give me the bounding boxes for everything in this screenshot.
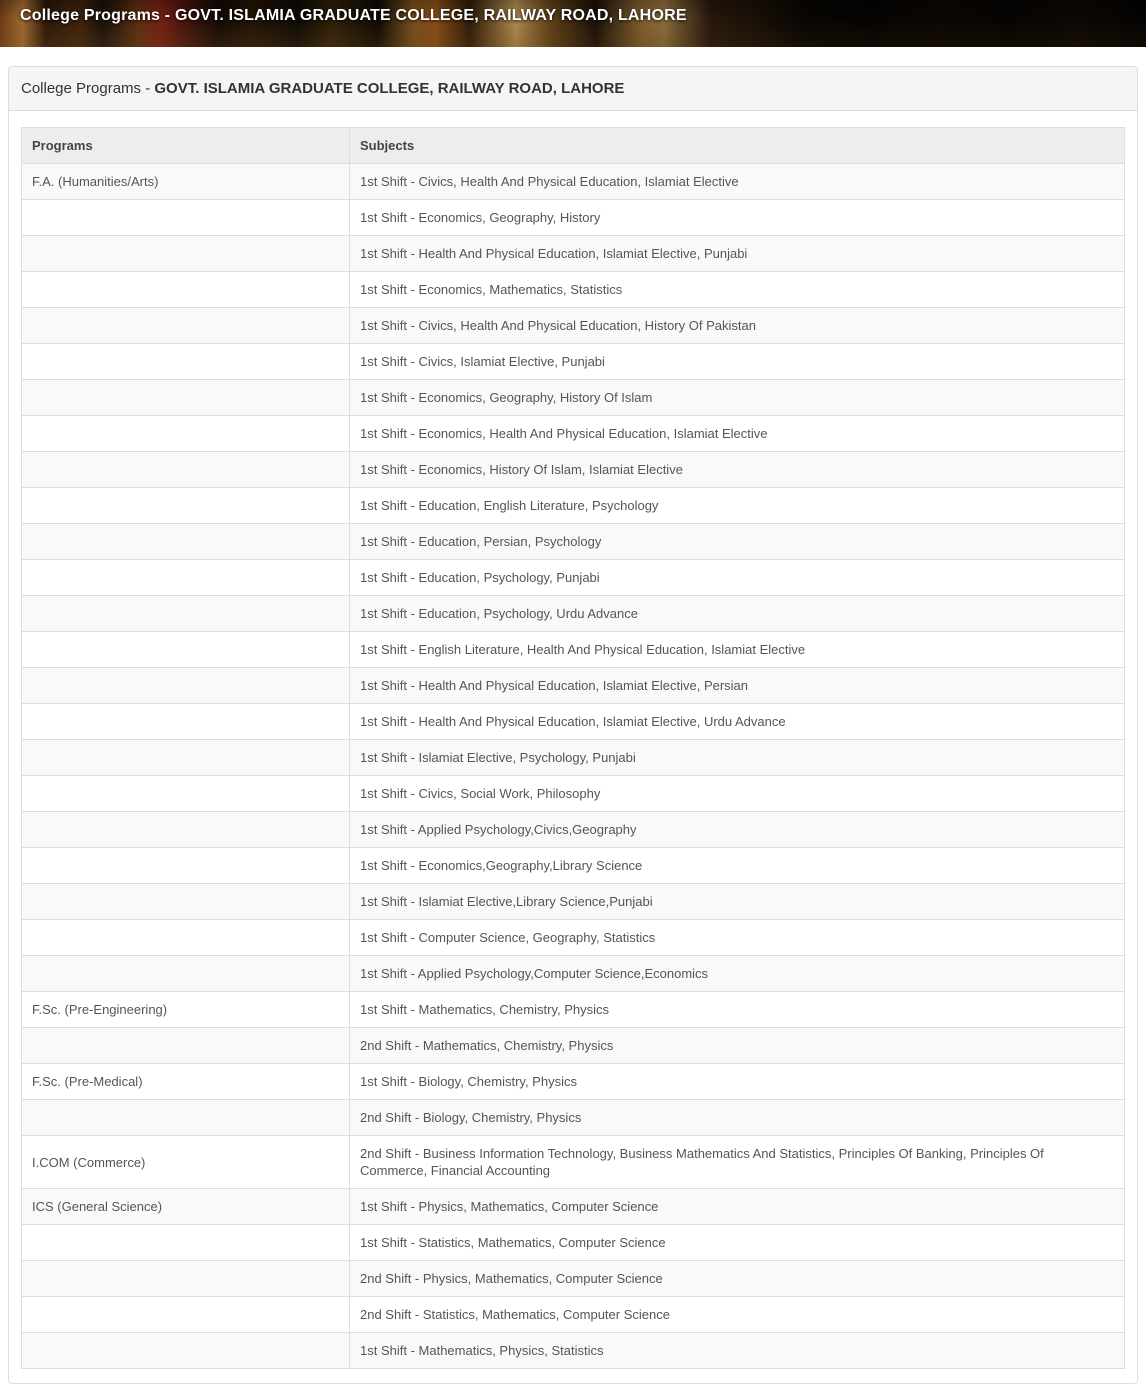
table-row: [22, 380, 1125, 416]
panel-body: [9, 111, 1137, 1383]
subject-cell: 2nd Shift - Biology, Chemistry, Physics: [350, 1100, 1125, 1136]
table-row: [22, 524, 1125, 560]
subject-cell: 1st Shift - Health And Physical Education, Islamiat Elective, Punjabi: [350, 236, 1125, 272]
subject-cell: 1st Shift - Civics, Islamiat Elective, Punjabi: [350, 344, 1125, 380]
program-cell: [22, 1297, 350, 1333]
subject-cell: 1st Shift - Education, Psychology, Urdu Advance: [350, 596, 1125, 632]
table-row: [22, 740, 1125, 776]
subject-cell: 2nd Shift - Business Information Technology, Business Mathematics And Statistics, Principles Of Banking, Principles Of Commerce, Financial Accounting: [350, 1136, 1125, 1189]
page-header-banner: [0, 0, 1146, 47]
program-cell: [22, 704, 350, 740]
program-cell: [22, 668, 350, 704]
table-row: [22, 956, 1125, 992]
subject-cell: 1st Shift - English Literature, Health And Physical Education, Islamiat Elective: [350, 632, 1125, 668]
page-header-title-prefix: College Programs -: [20, 7, 175, 24]
table-row: [22, 1333, 1125, 1369]
program-cell: F.Sc. (Pre-Medical): [22, 1064, 350, 1100]
subject-cell: 2nd Shift - Physics, Mathematics, Computer Science: [350, 1261, 1125, 1297]
table-row: [22, 1136, 1125, 1189]
table-row: [22, 344, 1125, 380]
column-header-programs: Programs: [22, 128, 350, 164]
table-header-row: [22, 128, 1125, 164]
table-row: [22, 200, 1125, 236]
subject-cell: 1st Shift - Mathematics, Chemistry, Physics: [350, 992, 1125, 1028]
subject-cell: 1st Shift - Education, Psychology, Punjabi: [350, 560, 1125, 596]
table-row: [22, 1064, 1125, 1100]
program-cell: [22, 956, 350, 992]
table-row: [22, 308, 1125, 344]
subject-cell: 2nd Shift - Mathematics, Chemistry, Physics: [350, 1028, 1125, 1064]
table-row: [22, 236, 1125, 272]
program-cell: [22, 380, 350, 416]
program-cell: [22, 1028, 350, 1064]
program-cell: [22, 524, 350, 560]
table-row: [22, 272, 1125, 308]
program-cell: [22, 200, 350, 236]
table-row: [22, 1028, 1125, 1064]
program-cell: [22, 632, 350, 668]
subject-cell: 1st Shift - Civics, Health And Physical Education, History Of Pakistan: [350, 308, 1125, 344]
table-row: [22, 596, 1125, 632]
subject-cell: 1st Shift - Computer Science, Geography, Statistics: [350, 920, 1125, 956]
table-header: [22, 128, 1125, 164]
program-cell: F.A. (Humanities/Arts): [22, 164, 350, 200]
subject-cell: 1st Shift - Health And Physical Education, Islamiat Elective, Persian: [350, 668, 1125, 704]
program-cell: [22, 416, 350, 452]
subject-cell: 1st Shift - Economics, Geography, History Of Islam: [350, 380, 1125, 416]
subject-cell: 2nd Shift - Statistics, Mathematics, Computer Science: [350, 1297, 1125, 1333]
table-row: [22, 1100, 1125, 1136]
table-row: [22, 992, 1125, 1028]
program-cell: [22, 236, 350, 272]
panel-heading-prefix: College Programs -: [21, 80, 155, 97]
subject-cell: 1st Shift - Economics, Geography, History: [350, 200, 1125, 236]
table-row: [22, 884, 1125, 920]
subject-cell: 1st Shift - Education, Persian, Psychology: [350, 524, 1125, 560]
subject-cell: 1st Shift - Health And Physical Education, Islamiat Elective, Urdu Advance: [350, 704, 1125, 740]
subject-cell: 1st Shift - Applied Psychology,Civics,Geography: [350, 812, 1125, 848]
program-cell: [22, 1333, 350, 1369]
subject-cell: 1st Shift - Education, English Literature, Psychology: [350, 488, 1125, 524]
subject-cell: 1st Shift - Biology, Chemistry, Physics: [350, 1064, 1125, 1100]
table-row: [22, 776, 1125, 812]
page-header-college-name: GOVT. ISLAMIA GRADUATE COLLEGE, RAILWAY ROAD, LAHORE: [174, 7, 687, 24]
content-panel: [8, 66, 1138, 1384]
table-row: [22, 164, 1125, 200]
table-row: [22, 1189, 1125, 1225]
subject-cell: 1st Shift - Applied Psychology,Computer Science,Economics: [350, 956, 1125, 992]
program-cell: [22, 812, 350, 848]
program-cell: [22, 776, 350, 812]
program-cell: [22, 560, 350, 596]
table-row: [22, 560, 1125, 596]
table-row: [22, 1297, 1125, 1333]
subject-cell: 1st Shift - Statistics, Mathematics, Computer Science: [350, 1225, 1125, 1261]
program-cell: [22, 740, 350, 776]
table-body: [22, 164, 1125, 1369]
subject-cell: 1st Shift - Civics, Social Work, Philosophy: [350, 776, 1125, 812]
table-row: [22, 1225, 1125, 1261]
programs-table: [21, 127, 1125, 1369]
table-row: [22, 452, 1125, 488]
page-header-title: [0, 0, 687, 25]
table-row: [22, 632, 1125, 668]
program-cell: F.Sc. (Pre-Engineering): [22, 992, 350, 1028]
program-cell: [22, 308, 350, 344]
subject-cell: 1st Shift - Mathematics, Physics, Statistics: [350, 1333, 1125, 1369]
table-row: [22, 704, 1125, 740]
table-row: [22, 416, 1125, 452]
subject-cell: 1st Shift - Economics,Geography,Library Science: [350, 848, 1125, 884]
subject-cell: 1st Shift - Islamiat Elective,Library Science,Punjabi: [350, 884, 1125, 920]
program-cell: [22, 488, 350, 524]
program-cell: [22, 848, 350, 884]
program-cell: I.COM (Commerce): [22, 1136, 350, 1189]
subject-cell: 1st Shift - Economics, Health And Physical Education, Islamiat Elective: [350, 416, 1125, 452]
panel-heading-college-name: GOVT. ISLAMIA GRADUATE COLLEGE, RAILWAY ROAD, LAHORE: [154, 80, 625, 97]
program-cell: [22, 452, 350, 488]
subject-cell: 1st Shift - Civics, Health And Physical Education, Islamiat Elective: [350, 164, 1125, 200]
table-row: [22, 812, 1125, 848]
program-cell: ICS (General Science): [22, 1189, 350, 1225]
program-cell: [22, 344, 350, 380]
subject-cell: 1st Shift - Physics, Mathematics, Computer Science: [350, 1189, 1125, 1225]
program-cell: [22, 1261, 350, 1297]
program-cell: [22, 920, 350, 956]
program-cell: [22, 596, 350, 632]
table-row: [22, 920, 1125, 956]
table-row: [22, 488, 1125, 524]
program-cell: [22, 1225, 350, 1261]
table-row: [22, 1261, 1125, 1297]
panel-heading: [9, 67, 1137, 111]
column-header-subjects: Subjects: [350, 128, 1125, 164]
program-cell: [22, 884, 350, 920]
subject-cell: 1st Shift - Islamiat Elective, Psychology, Punjabi: [350, 740, 1125, 776]
table-row: [22, 668, 1125, 704]
subject-cell: 1st Shift - Economics, Mathematics, Statistics: [350, 272, 1125, 308]
subject-cell: 1st Shift - Economics, History Of Islam, Islamiat Elective: [350, 452, 1125, 488]
table-row: [22, 848, 1125, 884]
program-cell: [22, 272, 350, 308]
program-cell: [22, 1100, 350, 1136]
